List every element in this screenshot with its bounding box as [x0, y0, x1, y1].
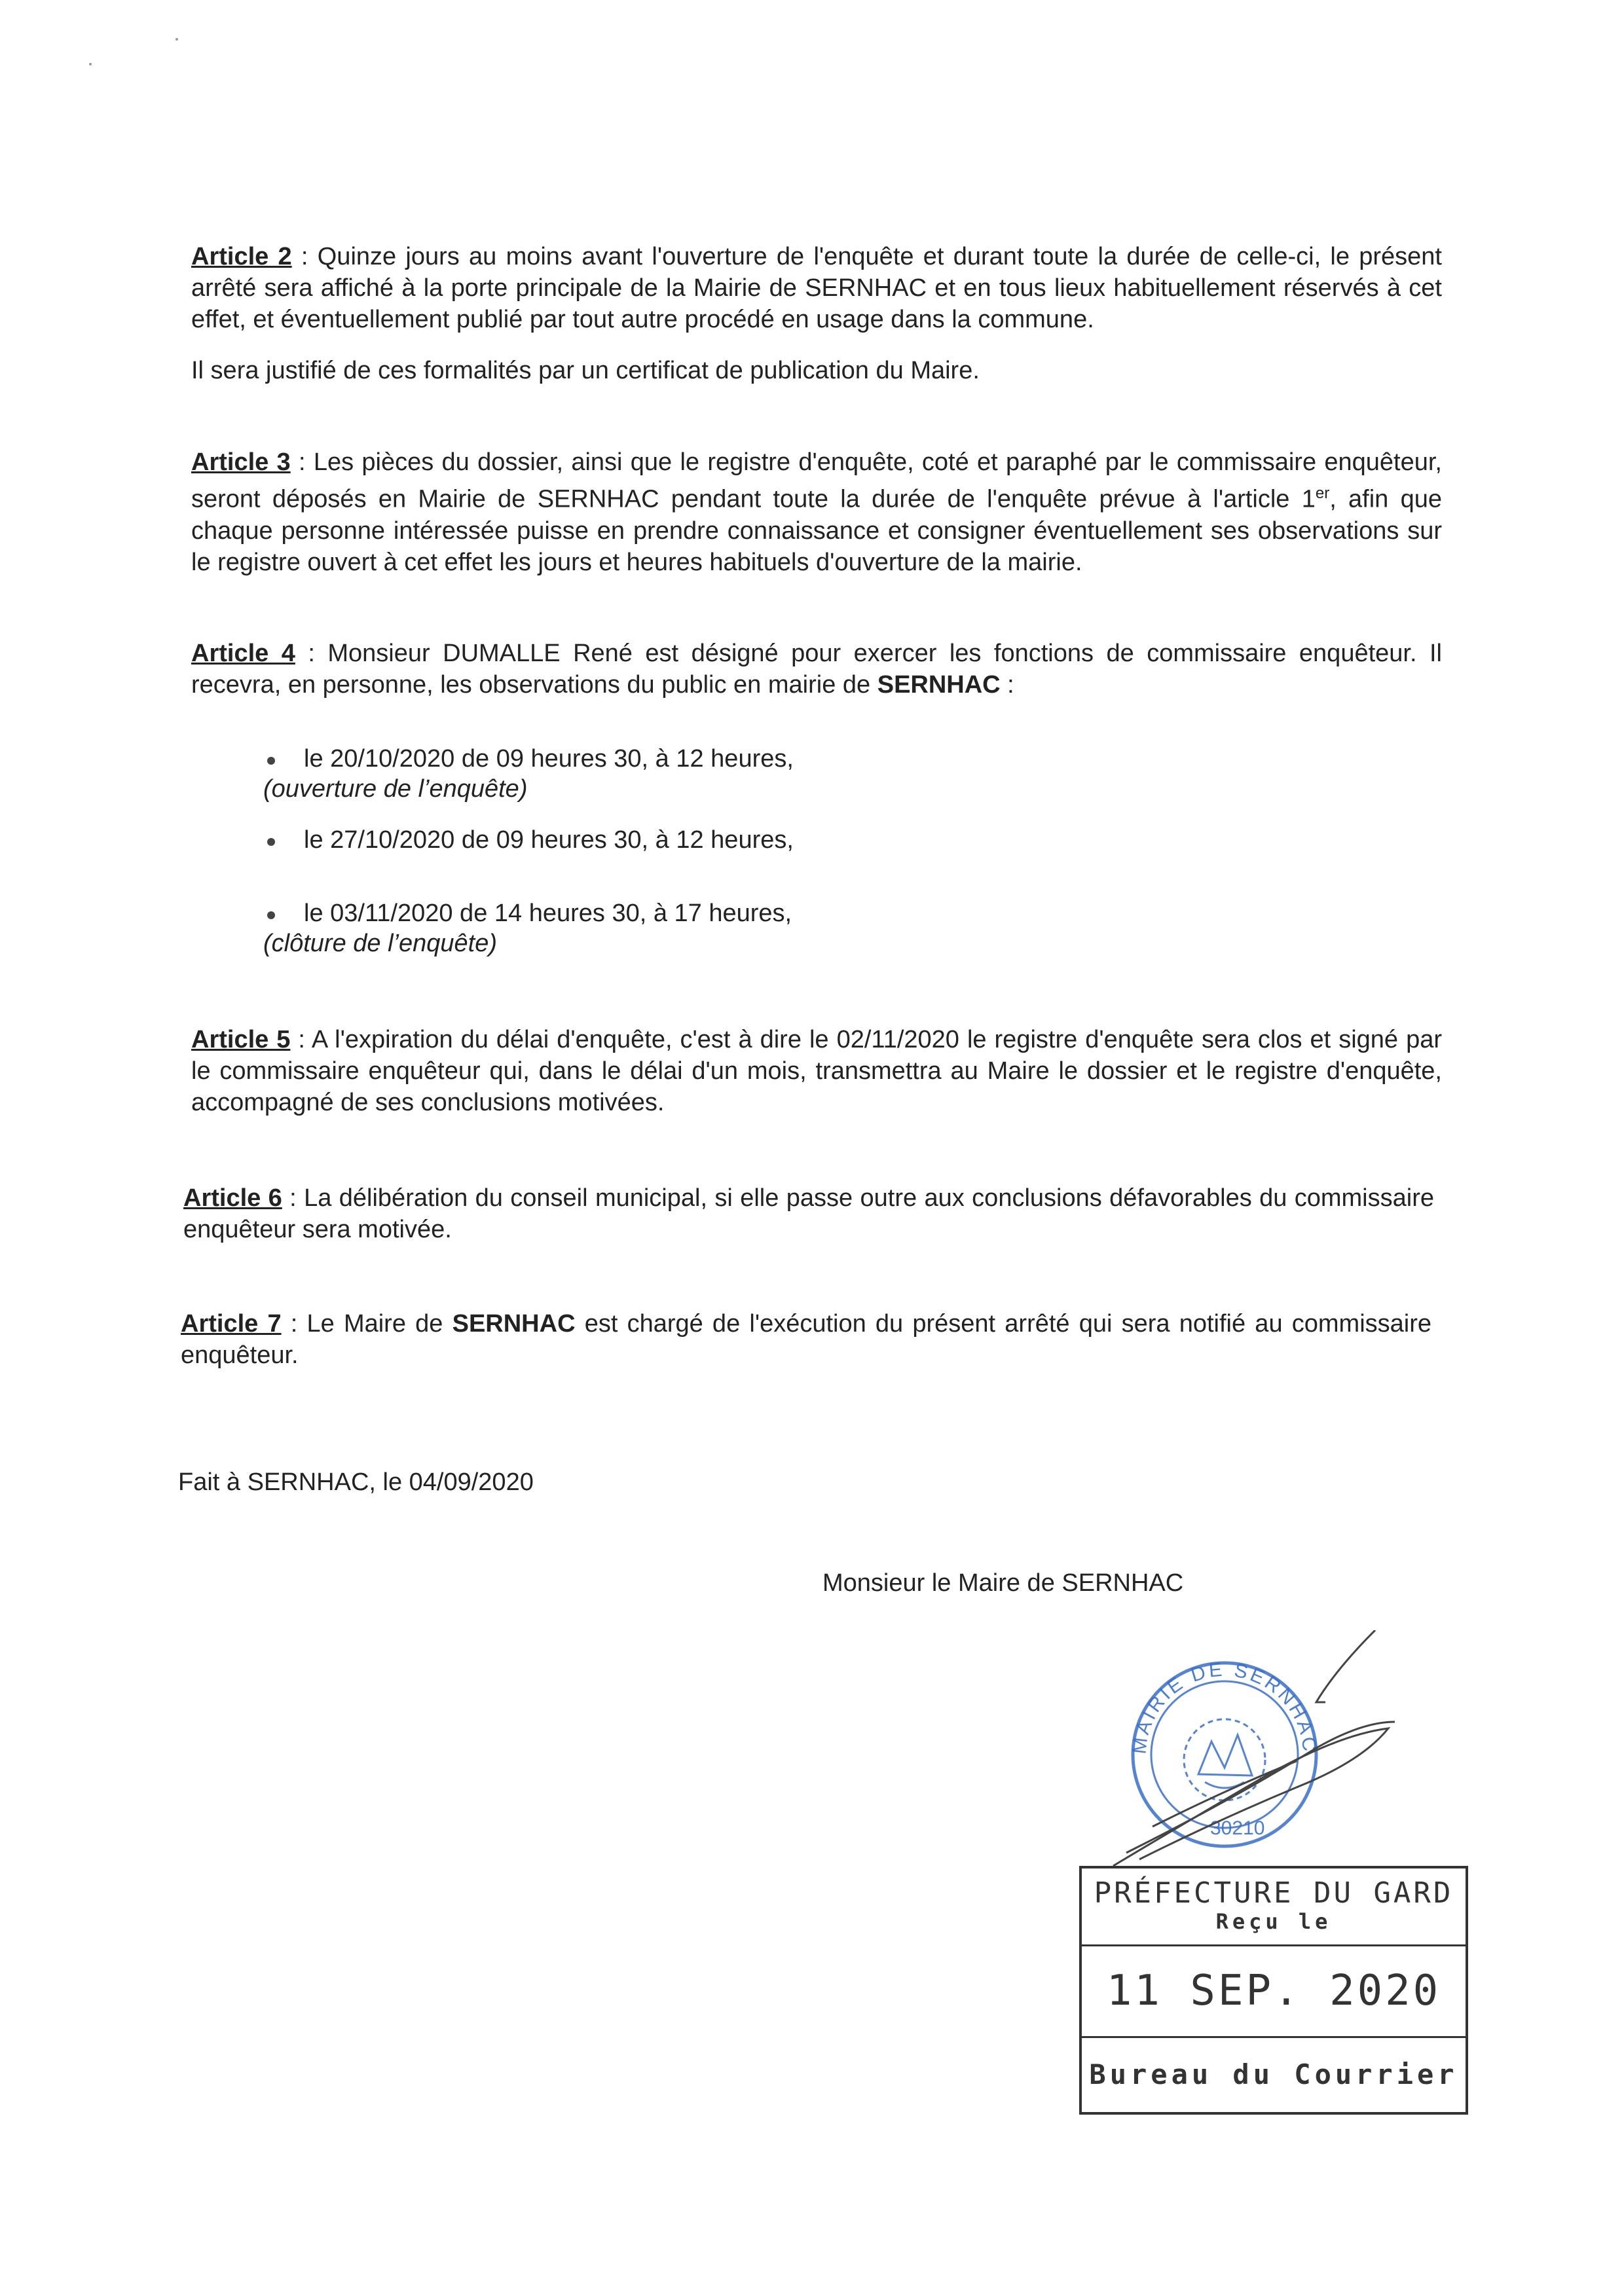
article-7-label: Article 7 — [181, 1310, 282, 1338]
stamp-divider — [1082, 2036, 1466, 2038]
seal-top-text: MAIRIE DE SERNHAC — [1128, 1658, 1321, 1755]
place-date: Fait à SERNHAC, le 04/09/2020 — [178, 1468, 534, 1496]
article-6-paragraph — [183, 1182, 1434, 1245]
scan-speck — [89, 63, 92, 65]
article-5-label: Article 5 — [191, 1026, 291, 1053]
seal-code: 30210 — [1210, 1817, 1265, 1839]
article-5-text: : A l'expiration du délai d'enquête, c'est à dire le 02/11/2020 le registre d'enquête sera clos et signé par le commissaire enquêteur qui, dans le délai d'un mois, transmettra au Maire le dossier et le registre d'enquête, accompagné de ses conclusions motivées. — [191, 1026, 1442, 1116]
article-2-paragraph — [191, 241, 1442, 335]
bullet-icon — [267, 911, 275, 919]
article-7-paragraph — [181, 1308, 1431, 1371]
article-7-text-after: est chargé de l'exécution du présent arrêté qui sera notifié au commissaire enquêteur. — [181, 1310, 1432, 1369]
article-7-text-before: : Le Maire de — [281, 1310, 452, 1338]
article-4-paragraph — [191, 638, 1442, 701]
article-3-label: Article 3 — [191, 448, 291, 476]
article-4-tail: : — [1000, 671, 1014, 699]
article-3-superscript: er — [1315, 484, 1330, 502]
article-4-label: Article 4 — [191, 640, 295, 667]
svg-text:MAIRIE DE SERNHAC — [1128, 1659, 1320, 1755]
stamp-received: Reçu le — [1215, 1909, 1332, 1934]
mairie-seal — [1100, 1630, 1401, 1879]
permanence-date: le 03/11/2020 de 14 heures 30, à 17 heures, — [304, 900, 792, 927]
scan-speck — [175, 38, 178, 41]
article-3-paragraph — [191, 446, 1442, 578]
article-2-text: : Quinze jours au moins avant l'ouverture de l'enquête et durant toute la durée de celle-ci, le présent arrêté sera affiché à la porte principale de la Mairie de SERNHAC et en tous lieux habituellement réservés à cet effet, et éventuellement publié par tout autre procédé en usage dans la commune. — [191, 243, 1442, 333]
article-5-paragraph — [191, 1024, 1442, 1118]
stamp-date: 11 SEP. 2020 — [1106, 1967, 1441, 2015]
bullet-icon — [267, 838, 275, 846]
permanence-date: le 27/10/2020 de 09 heures 30, à 12 heures, — [304, 826, 794, 854]
permanence-note: (clôture de l’enquête) — [263, 930, 497, 957]
article-6-text: : La délibération du conseil municipal, si elle passe outre aux conclusions défavorables du commissaire enquêteur sera motivée. — [183, 1184, 1434, 1243]
article-3-text-after: , afin que chaque personne intéressée puisse en prendre connaissance et consigner éventuellement ses observations sur le registre ouvert à cet effet les jours et heures habituels d'ouverture de la mairie. — [191, 485, 1443, 576]
permanence-note: (ouverture de l’enquête) — [263, 775, 528, 803]
article-4-text: : Monsieur DUMALLE René est désigné pour exercer les fonctions de commissaire enquêteur. Il recevra, en personne, les observations du public en mairie de — [191, 640, 1442, 699]
stamp-divider — [1082, 1944, 1466, 1946]
article-7-commune: SERNHAC — [452, 1310, 576, 1338]
signatory: Monsieur le Maire de SERNHAC — [822, 1569, 1184, 1597]
article-2-publication-note — [191, 355, 1442, 386]
article-3-text: : Les pièces du dossier, ainsi que le registre d'enquête, coté et paraphé par le commissaire enquêteur, seront déposés en Mairie de SERNHAC pendant toute la durée de l'enquête prévue à l'article 1 — [191, 448, 1442, 513]
stamp-bureau: Bureau du Courrier — [1089, 2058, 1458, 2090]
bullet-icon — [267, 757, 275, 765]
article-2-label: Article 2 — [191, 243, 292, 270]
reception-stamp — [1079, 1866, 1468, 2115]
article-4-commune: SERNHAC — [877, 671, 1001, 699]
article-2-text-2: Il sera justifié de ces formalités par un certificat de publication du Maire. — [191, 357, 980, 384]
stamp-prefecture: PRÉFECTURE DU GARD — [1094, 1876, 1454, 1910]
permanence-date: le 20/10/2020 de 09 heures 30, à 12 heures, — [304, 745, 794, 773]
article-6-label: Article 6 — [183, 1184, 282, 1212]
